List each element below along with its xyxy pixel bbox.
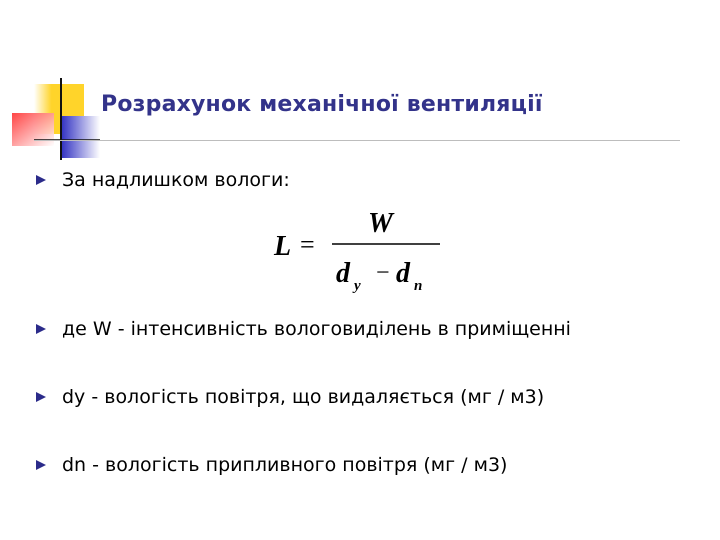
formula-denominator-d2: d bbox=[396, 258, 410, 289]
bullet-item bbox=[36, 384, 676, 411]
formula-numerator: W bbox=[368, 208, 393, 239]
title-divider bbox=[34, 140, 680, 141]
formula-denominator-sub1: у bbox=[354, 278, 361, 294]
formula-minus: − bbox=[376, 260, 390, 286]
deco-red-square bbox=[12, 113, 54, 146]
bullet-arrow-icon bbox=[36, 392, 46, 402]
bullet-item bbox=[36, 316, 676, 343]
bullet-text: dy - вологість повітря, що видаляється (мг / м3) bbox=[62, 386, 545, 408]
bullet-arrow-icon bbox=[36, 324, 46, 334]
bullet-arrow-icon bbox=[36, 460, 46, 470]
bullet-item bbox=[36, 167, 676, 194]
bullet-text: dn - вологість припливного повітря (мг / м3) bbox=[62, 454, 508, 476]
deco-blue-square bbox=[60, 116, 100, 158]
bullet-text: де W - інтенсивність вологовиділень в приміщенні bbox=[62, 318, 571, 340]
bullet-text: За надлишком вологи: bbox=[62, 169, 290, 191]
formula bbox=[270, 200, 460, 300]
formula-denominator-d1: d bbox=[336, 258, 350, 289]
bullet-arrow-icon bbox=[36, 175, 46, 185]
slide-title: Розрахунок механічної вентиляції bbox=[101, 92, 543, 117]
formula-denominator-sub2: п bbox=[414, 278, 423, 294]
decorative-squares bbox=[0, 0, 110, 170]
bullet-item bbox=[36, 452, 676, 479]
formula-lhs: L bbox=[274, 231, 292, 262]
formula-equals: = bbox=[300, 230, 315, 259]
